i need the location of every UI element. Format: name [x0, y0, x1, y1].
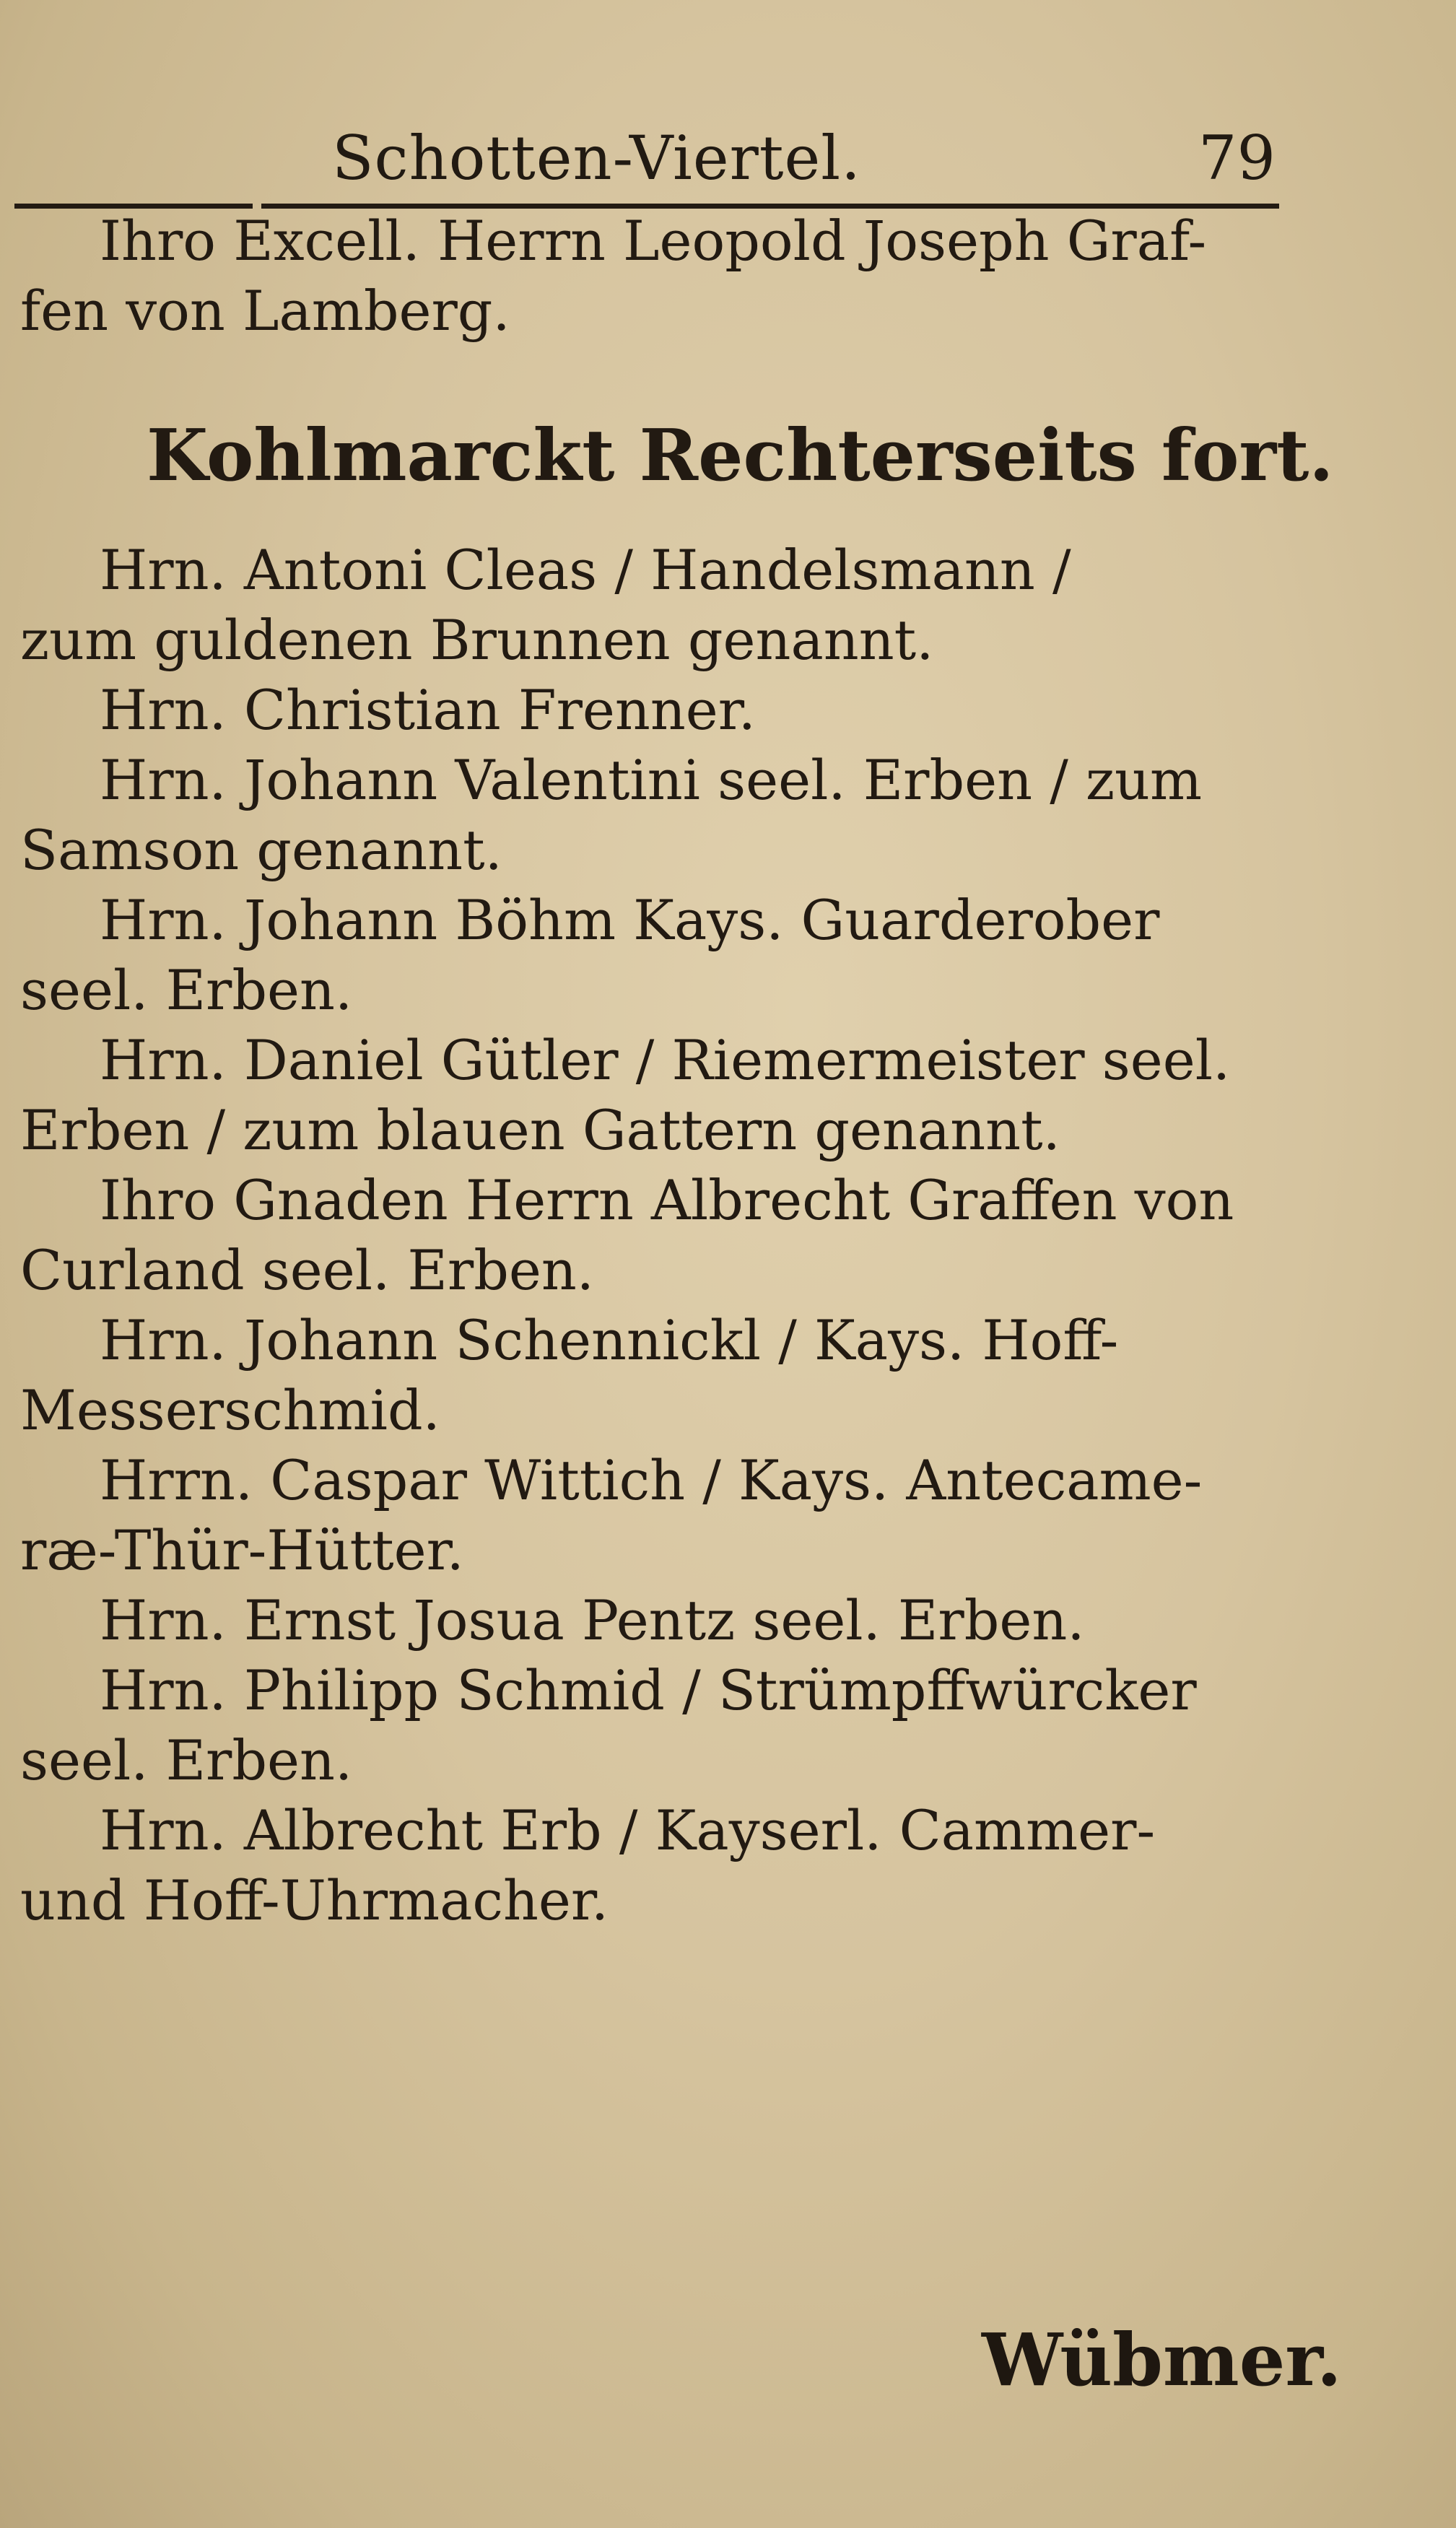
text-line: Erben / zum blauen Gattern genannt. [20, 1098, 1060, 1162]
main-text [20, 206, 1334, 1935]
text-line: seel. Erben. [20, 1728, 353, 1792]
text-line: Hrn. Johann Valentini seel. Erben / zum [100, 748, 1203, 812]
page-header [0, 108, 1456, 193]
text-line: Messerschmid. [20, 1378, 440, 1442]
text-line: fen von Lamberg. [20, 279, 510, 343]
text-line: Hrn. Ernst Josua Pentz seel. Erben. [100, 1588, 1085, 1652]
text-line: Hrn. Philipp Schmid / Strümpffwürcker [100, 1658, 1197, 1722]
text-line: Hrrn. Caspar Wittich / Kays. Antecame- [100, 1448, 1203, 1512]
text-line: Hrn. Johann Schennickl / Kays. Hoff- [100, 1308, 1119, 1372]
text-line: Ihro Excell. Herrn Leopold Joseph Graf- [100, 209, 1207, 273]
text-line: Hrn. Albrecht Erb / Kayserl. Cammer- [100, 1798, 1156, 1862]
catchword: Wübmer. [982, 2317, 1342, 2402]
section-heading: Kohlmarckt Rechterseits fort. [147, 414, 1334, 497]
running-title: Schotten-Viertel. [332, 123, 861, 193]
text-line: Samson genannt. [20, 818, 502, 882]
text-line: Hrn. Daniel Gütler / Riemermeister seel. [100, 1028, 1231, 1092]
text-line: Hrn. Christian Frenner. [100, 678, 756, 742]
text-line: und Hoff-Uhrmacher. [20, 1868, 609, 1932]
page-number: 79 [1198, 123, 1276, 193]
text-line: Hrn. Johann Böhm Kays. Guarderober [100, 888, 1160, 952]
text-line: Hrn. Antoni Cleas / Handelsmann / [100, 538, 1071, 602]
text-line: Ihro Gnaden Herrn Albrecht Graffen von [100, 1168, 1234, 1232]
text-line: Curland seel. Erben. [20, 1238, 594, 1302]
text-line: seel. Erben. [20, 958, 353, 1022]
text-line: ræ-Thür-Hütter. [20, 1518, 464, 1582]
text-line: zum guldenen Brunnen genannt. [20, 608, 934, 672]
